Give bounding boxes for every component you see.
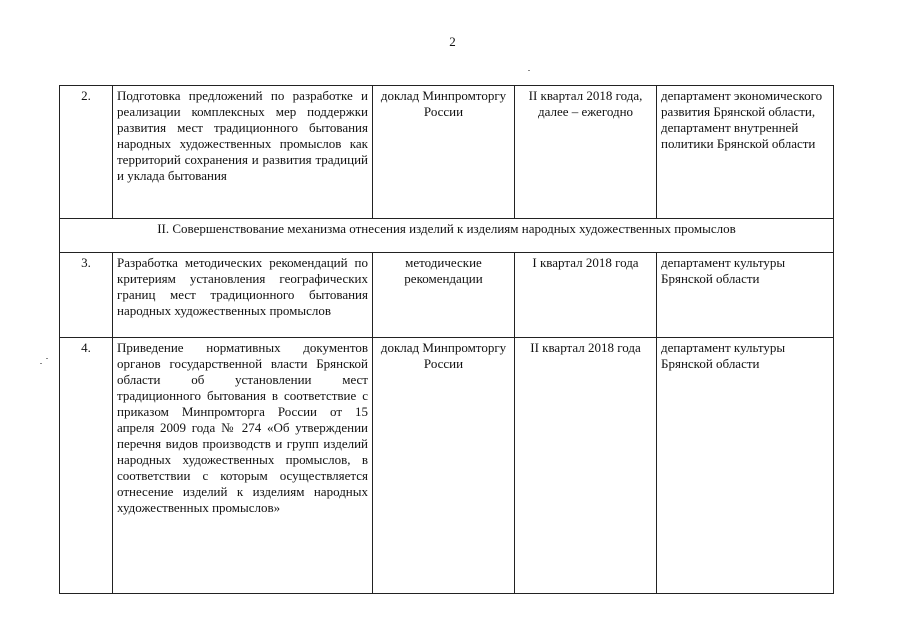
page-number: 2 — [449, 34, 456, 49]
table-row — [60, 86, 834, 219]
scan-artifact — [40, 363, 42, 364]
measure-description: Приведение нормативных документов органов государственной власти Брянской области об установлении мест традиционного бытования в соответствие с приказом Минпромторга России от 15 апреля 2009 года № 274 «Об утверждении перечня видов производств и групп изделий народных художественных промыслов, в соответствии с которым осуществляется отнесение изделий к изделиям народных художественных промыслов» — [113, 338, 373, 594]
deadline: II квартал 2018 года, далее – ежегодно — [515, 86, 657, 219]
deadline: I квартал 2018 года — [515, 253, 657, 338]
row-number: 3. — [60, 253, 113, 338]
completion-form: доклад Минпромторгу России — [373, 86, 515, 219]
scan-artifact — [46, 358, 48, 359]
row-number: 2. — [60, 86, 113, 219]
section-title: II. Совершенствование механизма отнесения изделий к изделиям народных художественных промыслов — [60, 219, 834, 253]
measure-description: Разработка методических рекомендаций по критериям установления географических границ мест традиционного бытования народных художественных промыслов — [113, 253, 373, 338]
action-plan-table — [59, 85, 834, 594]
row-number: 4. — [60, 338, 113, 594]
scan-artifact — [528, 70, 530, 71]
completion-form: доклад Минпромторгу России — [373, 338, 515, 594]
responsible-executor: департамент экономического развития Брянской области, департамент внутренней политики Брянской области — [657, 86, 834, 219]
section-row — [60, 219, 834, 253]
deadline: II квартал 2018 года — [515, 338, 657, 594]
responsible-executor: департамент культуры Брянской области — [657, 338, 834, 594]
measure-description: Подготовка предложений по разработке и реализации комплексных мер поддержки развития мест традиционного бытования народных художественных промыслов как территорий сохранения и развития традиций и уклада бытования — [113, 86, 373, 219]
responsible-executor: департамент культуры Брянской области — [657, 253, 834, 338]
table-row — [60, 253, 834, 338]
completion-form: методические рекомендации — [373, 253, 515, 338]
table-row — [60, 338, 834, 594]
